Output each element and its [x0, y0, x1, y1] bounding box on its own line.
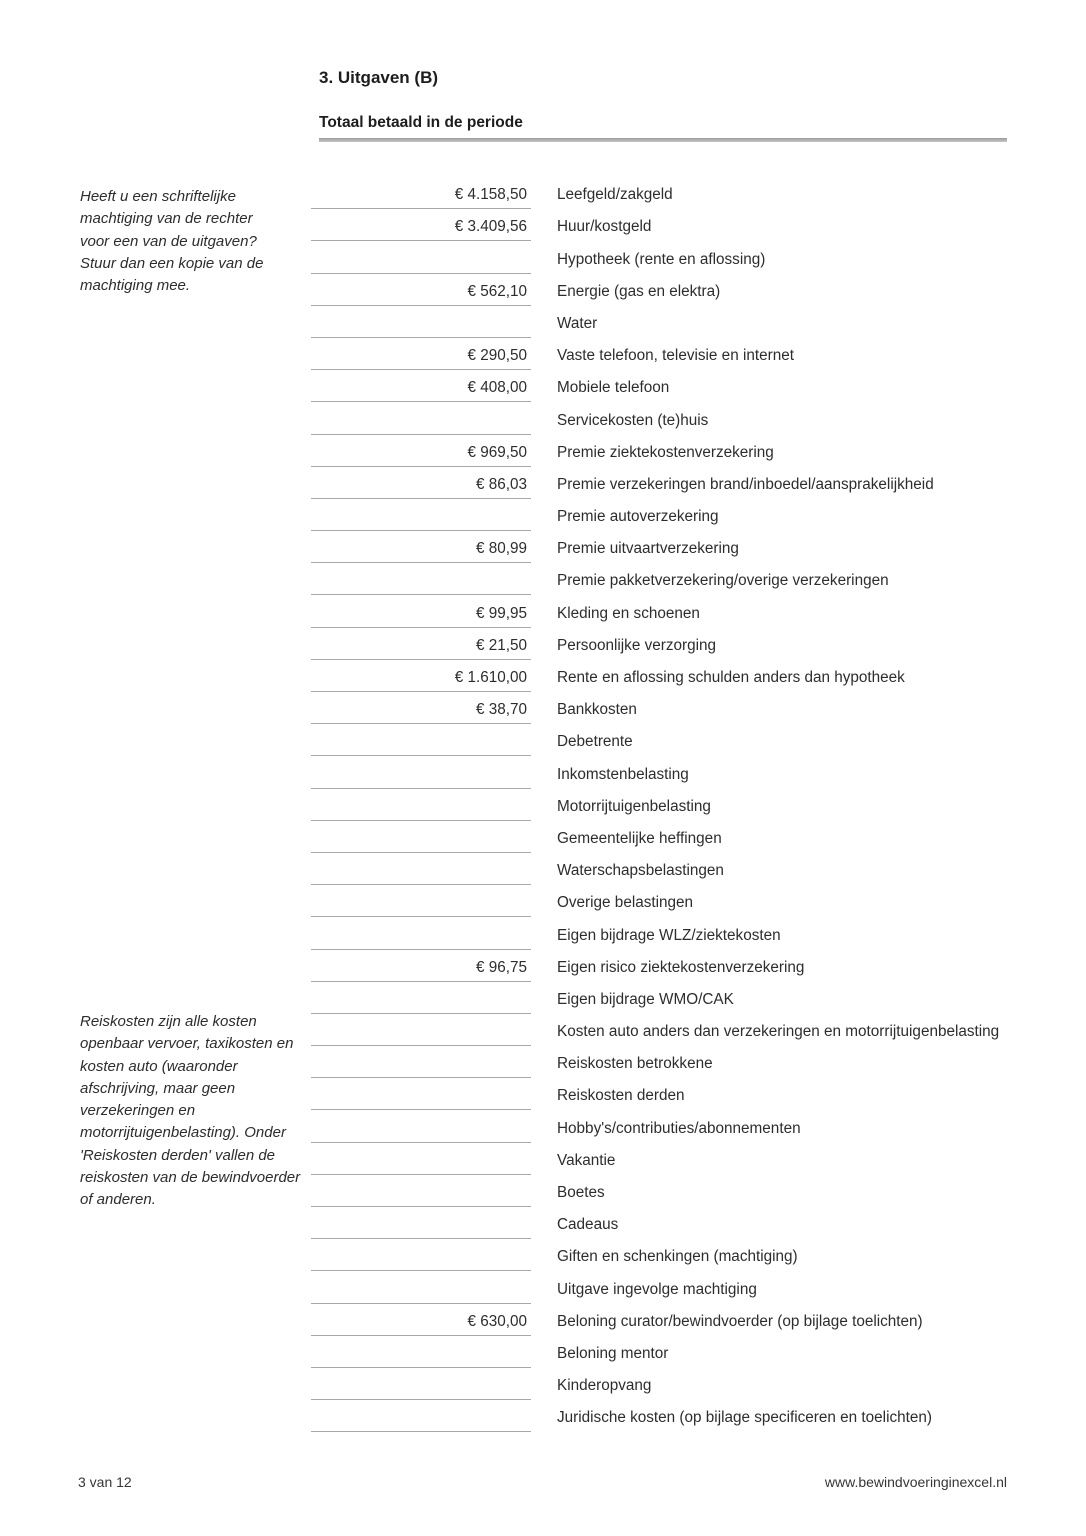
expense-row: [311, 660, 999, 692]
expense-label: Kleding en schoenen: [557, 604, 700, 622]
amount-field: € 630,00: [311, 1313, 531, 1336]
expense-row: [311, 209, 999, 241]
expense-row: [311, 177, 999, 209]
expense-label: Juridische kosten (op bijlage specificeren en toelichten): [557, 1409, 932, 1427]
expense-label: Motorrijtuigenbelasting: [557, 797, 711, 815]
amount-field: [311, 1138, 531, 1143]
expense-label: Vakantie: [557, 1151, 616, 1169]
expense-label: Gemeentelijke heffingen: [557, 829, 722, 847]
amount-field: € 3.409,56: [311, 218, 531, 241]
expense-label: Persoonlijke verzorging: [557, 636, 716, 654]
expense-label: Premie pakketverzekering/overige verzekeringen: [557, 572, 889, 590]
amount-field: [311, 1170, 531, 1175]
amount-field: [311, 1041, 531, 1046]
expense-row: [311, 853, 999, 885]
expense-label: Leefgeld/zakgeld: [557, 186, 673, 204]
amount-field: [311, 1105, 531, 1110]
amount-field: [311, 333, 531, 338]
expense-label: Premie uitvaartverzekering: [557, 540, 739, 558]
expense-label: Hobby's/contributies/abonnementen: [557, 1119, 801, 1137]
amount-field: [311, 1299, 531, 1304]
expense-label: Energie (gas en elektra): [557, 282, 721, 300]
amount-column-header: Totaal betaald in de periode: [319, 114, 523, 131]
expense-row: [311, 756, 999, 788]
expense-row: [311, 692, 999, 724]
expense-row: [311, 1110, 999, 1142]
amount-field: € 408,00: [311, 379, 531, 402]
amount-field: [311, 1073, 531, 1078]
expense-row: [311, 499, 999, 531]
expense-label: Beloning mentor: [557, 1344, 669, 1362]
expense-label: Rente en aflossing schulden anders dan hypotheek: [557, 669, 905, 686]
amount-field: [311, 816, 531, 821]
expense-label: Reiskosten betrokkene: [557, 1055, 713, 1073]
amount-field: [311, 784, 531, 789]
expense-row: [311, 1207, 999, 1239]
expense-label: Servicekosten (te)huis: [557, 411, 709, 429]
expense-label: Eigen risico ziektekostenverzekering: [557, 958, 805, 976]
amount-field: € 99,95: [311, 605, 531, 628]
amount-field: € 562,10: [311, 283, 531, 306]
expense-label: Uitgave ingevolge machtiging: [557, 1280, 757, 1298]
amount-field: [311, 1427, 531, 1432]
amount-field: [311, 1234, 531, 1239]
amount-field: [311, 848, 531, 853]
amount-field: [311, 880, 531, 885]
expense-label: Waterschapsbelastingen: [557, 862, 724, 880]
amount-field: [311, 1395, 531, 1400]
expense-label: Reiskosten derden: [557, 1087, 685, 1105]
expense-row: [311, 435, 999, 467]
expense-row: [311, 982, 999, 1014]
expense-row: [311, 563, 999, 595]
amount-field: [311, 590, 531, 595]
amount-field: € 86,03: [311, 476, 531, 499]
expense-row: [311, 1175, 999, 1207]
expense-row: [311, 241, 999, 273]
expense-row: [311, 1400, 999, 1432]
expense-row: [311, 1304, 999, 1336]
expense-label: Cadeaus: [557, 1216, 619, 1234]
expense-label: Vaste telefoon, televisie en internet: [557, 347, 794, 365]
expense-label: Premie autoverzekering: [557, 508, 719, 526]
amount-field: [311, 751, 531, 756]
expense-row: [311, 1271, 999, 1303]
expense-label: Huur/kostgeld: [557, 218, 652, 236]
amount-field: [311, 912, 531, 917]
expense-label: Giften en schenkingen (machtiging): [557, 1248, 798, 1266]
expense-label: Kinderopvang: [557, 1377, 652, 1395]
expense-row: [311, 1336, 999, 1368]
amount-field: [311, 1363, 531, 1368]
expense-row: [311, 950, 999, 982]
amount-field: € 969,50: [311, 444, 531, 467]
margin-note-machtiging: Heeft u een schriftelijke machtiging van de rechter voor een van de uitgaven? Stuur dan een kopie van de machtiging mee.: [80, 188, 264, 295]
expense-label: Eigen bijdrage WMO/CAK: [557, 990, 734, 1008]
expense-row: [311, 1078, 999, 1110]
expense-label: Debetrente: [557, 733, 633, 751]
expense-label: Eigen bijdrage WLZ/ziektekosten: [557, 926, 781, 944]
expense-label: Premie ziektekostenverzekering: [557, 443, 774, 461]
expense-label: Inkomstenbelasting: [557, 765, 689, 783]
expense-row: [311, 1014, 999, 1046]
expense-label: Mobiele telefoon: [557, 379, 670, 397]
expense-row: [311, 531, 999, 563]
expense-label: Beloning curator/bewindvoerder (op bijlage toelichten): [557, 1312, 923, 1330]
amount-field: [311, 1202, 531, 1207]
amount-field: € 80,99: [311, 540, 531, 563]
expense-row: [311, 821, 999, 853]
expense-label: Premie verzekeringen brand/inboedel/aansprakelijkheid: [557, 475, 934, 493]
expense-label: Water: [557, 314, 598, 332]
header-rule: [319, 138, 1007, 142]
expense-row: [311, 885, 999, 917]
expense-row: [311, 338, 999, 370]
page-number: 3 van 12: [78, 1474, 132, 1490]
expense-row: [311, 306, 999, 338]
expense-row: [311, 595, 999, 627]
expense-row: [311, 1046, 999, 1078]
expense-label: Bankkosten: [557, 701, 637, 719]
expense-rows: [311, 177, 999, 1432]
amount-field: € 1.610,00: [311, 669, 531, 692]
margin-note-reiskosten: Reiskosten zijn alle kosten openbaar vervoer, taxikosten en kosten auto (waaronder afschrijving, maar geen verzekeringen en motorrijtuigenbelasting). Onder 'Reiskosten derden' vallen de reiskosten van de bewindvoerder of anderen.: [80, 1013, 301, 1209]
amount-field: [311, 1009, 531, 1014]
amount-field: [311, 945, 531, 950]
amount-field: € 4.158,50: [311, 186, 531, 209]
expense-label: Overige belastingen: [557, 894, 694, 912]
expense-label: Kosten auto anders dan verzekeringen en motorrijtuigenbelasting: [557, 1023, 1000, 1041]
expense-row: [311, 370, 999, 402]
amount-field: [311, 526, 531, 531]
expense-row: [311, 1239, 999, 1271]
amount-field: € 96,75: [311, 959, 531, 982]
amount-field: € 290,50: [311, 347, 531, 370]
expense-row: [311, 274, 999, 306]
expense-row: [311, 724, 999, 756]
expense-row: [311, 1143, 999, 1175]
expense-row: [311, 467, 999, 499]
section-title: 3. Uitgaven (B): [319, 68, 439, 87]
expense-row: [311, 789, 999, 821]
amount-field: € 21,50: [311, 637, 531, 660]
website-url: www.bewindvoeringinexcel.nl: [824, 1474, 1007, 1490]
expense-row: [311, 917, 999, 949]
amount-field: [311, 269, 531, 274]
amount-field: [311, 430, 531, 435]
expense-label: Boetes: [557, 1184, 605, 1201]
amount-field: [311, 1266, 531, 1271]
amount-field: € 38,70: [311, 701, 531, 724]
expense-label: Hypotheek (rente en aflossing): [557, 250, 766, 268]
expense-row: [311, 1368, 999, 1400]
expense-row: [311, 402, 999, 434]
expense-row: [311, 628, 999, 660]
